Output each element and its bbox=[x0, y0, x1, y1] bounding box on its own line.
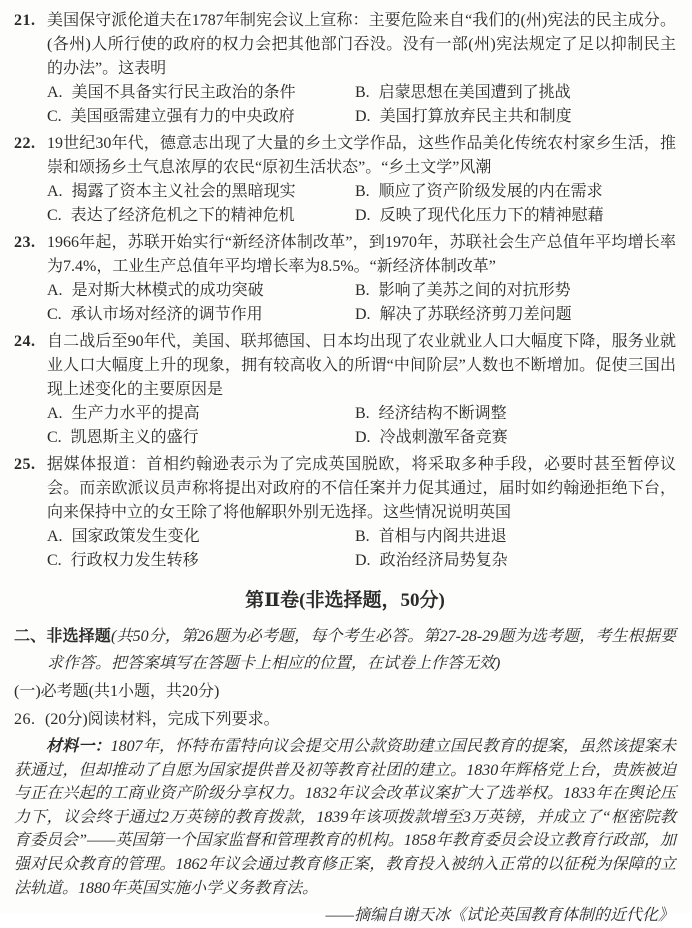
option-text: 美国亟需建立强有力的中央政府 bbox=[70, 108, 295, 125]
option-text: 揭露了资本主义社会的黑暗现实 bbox=[71, 183, 296, 200]
question-number: 22. bbox=[14, 135, 36, 152]
option-a bbox=[47, 180, 355, 204]
option-b bbox=[355, 180, 676, 204]
option-label: D. bbox=[355, 108, 371, 125]
material-citation: ——摘编自谢天冰《试论英国教育体制的近代化》 bbox=[325, 907, 674, 925]
option-d bbox=[355, 303, 676, 327]
option-text: 冷战刺激军备竞赛 bbox=[379, 429, 508, 446]
question-item bbox=[14, 453, 676, 573]
option-label: D. bbox=[355, 207, 371, 224]
option-label: C. bbox=[47, 108, 62, 125]
option-text: 政治经济局势复杂 bbox=[379, 552, 508, 569]
option-a bbox=[47, 279, 355, 303]
subsection-title: (一)必考题(共1小题，共20分) bbox=[14, 683, 220, 700]
option-label: A. bbox=[47, 528, 63, 545]
material-paragraph bbox=[14, 735, 676, 900]
option-d bbox=[355, 204, 676, 228]
option-b bbox=[355, 279, 676, 303]
question-stem: 19世纪30年代，德意志出现了大量的乡土文学作品，这些作品美化传统农村家乡生活，推崇和颂扬乡土气息浓厚的农民“原初生活状态”。“乡土文学”风潮 bbox=[47, 135, 676, 176]
option-c bbox=[47, 549, 355, 573]
option-b bbox=[355, 525, 676, 549]
option-d bbox=[355, 105, 676, 129]
question-options bbox=[47, 402, 676, 450]
question-number: 24. bbox=[14, 333, 36, 350]
multiple-choice-questions bbox=[14, 9, 676, 573]
option-label: C. bbox=[47, 306, 62, 323]
option-label: A. bbox=[47, 405, 63, 422]
option-c bbox=[47, 204, 355, 228]
option-label: A. bbox=[47, 282, 63, 299]
material-label: 材料一： bbox=[46, 738, 111, 755]
section-instructions bbox=[14, 623, 676, 677]
option-label: B. bbox=[355, 282, 370, 299]
option-text: 影响了美苏之间的对抗形势 bbox=[378, 282, 571, 299]
option-c bbox=[47, 426, 355, 450]
option-label: D. bbox=[355, 306, 371, 323]
option-b bbox=[355, 402, 676, 426]
material-text: 1807年，怀特布雷特向议会提交用公款资助建立国民教育的提案，虽然该提案未获通过，但却推动了自愿为国家提供普及初等教育社团的建立。1830年辉格党上台，贵族被迫与正在兴起的工商业资产阶级分享权力。1832年议会改革议案扩大了选举权。1833年在舆论压力下，议会终于通过2万英镑的教育拨款，1839年该项拨款增至3万英镑，并成立了“枢密院教育委员会”——英国第一个国家监督和管理教育的机构。1858年教育委员会设立教育行政部，加强对民众教育的管理。1862年议会通过教育修正案，教育投入被纳入正常的以征税为保障的立法轨道。1880年英国实施小学义务教育法。 bbox=[14, 738, 676, 897]
option-label: B. bbox=[355, 84, 370, 101]
option-b bbox=[355, 81, 676, 105]
option-text: 反映了现代化压力下的精神慰藉 bbox=[379, 207, 604, 224]
section-title: 第Ⅱ卷(非选择题，50分) bbox=[245, 590, 445, 611]
question-item bbox=[14, 330, 676, 450]
option-text: 国家政策发生变化 bbox=[71, 528, 200, 545]
option-text: 行政权力发生转移 bbox=[70, 552, 199, 569]
question-options bbox=[47, 525, 676, 573]
instructions-text: (共50分，第26题为必考题，每个考生必答。第27-28-29题为选考题，考生根据要求作答。把答案填写在答题卡上相应的位置，在试卷上作答无效) bbox=[47, 628, 676, 672]
option-a bbox=[47, 81, 355, 105]
option-text: 美国不具备实行民主政治的条件 bbox=[71, 84, 296, 101]
option-text: 是对斯大林模式的成功突破 bbox=[71, 282, 264, 299]
option-text: 表达了经济危机之下的精神危机 bbox=[70, 207, 295, 224]
option-d bbox=[355, 426, 676, 450]
question-item bbox=[14, 9, 676, 129]
option-label: C. bbox=[47, 207, 62, 224]
option-label: D. bbox=[355, 429, 371, 446]
option-a bbox=[47, 525, 355, 549]
question-options bbox=[47, 81, 676, 129]
question-item bbox=[14, 231, 676, 327]
option-label: C. bbox=[47, 552, 62, 569]
option-text: 美国打算放弃民主共和制度 bbox=[379, 108, 572, 125]
option-text: 解决了苏联经济剪刀差问题 bbox=[379, 306, 572, 323]
question-item bbox=[14, 132, 676, 228]
option-text: 生产力水平的提高 bbox=[71, 405, 200, 422]
option-label: A. bbox=[47, 84, 63, 101]
option-text: 凯恩斯主义的盛行 bbox=[70, 429, 199, 446]
option-label: C. bbox=[47, 429, 62, 446]
question-26-intro-text: (20分)阅读材料，完成下列要求。 bbox=[45, 711, 280, 728]
option-text: 经济结构不断调整 bbox=[378, 405, 507, 422]
question-26-number: 26. bbox=[14, 711, 36, 728]
option-c bbox=[47, 105, 355, 129]
option-text: 顺应了资产阶级发展的内在需求 bbox=[378, 183, 603, 200]
option-label: D. bbox=[355, 552, 371, 569]
question-stem: 自二战后至90年代，美国、联邦德国、日本均出现了农业就业人口大幅度下降，服务业就业人口大幅度上升的现象，拥有较高收入的所谓“中间阶层”人数也不断增加。促使三国出现上述变化的主要原因是 bbox=[47, 333, 676, 398]
option-label: B. bbox=[355, 405, 370, 422]
option-a bbox=[47, 402, 355, 426]
option-text: 启蒙思想在美国遭到了挑战 bbox=[378, 84, 571, 101]
question-stem: 据媒体报道：首相约翰逊表示为了完成英国脱欧，将采取多种手段，必要时甚至暂停议会。而亲欧派议员声称将提出对政府的不信任案并力促其通过，届时如约翰逊拒绝下台，向来保持中立的女王除了将他解职外别无选择。这些情况说明英国 bbox=[47, 456, 676, 521]
question-number: 21. bbox=[14, 12, 36, 29]
option-label: A. bbox=[47, 183, 63, 200]
option-c bbox=[47, 303, 355, 327]
option-label: B. bbox=[355, 528, 370, 545]
question-number: 25. bbox=[14, 456, 36, 473]
question-26-intro bbox=[14, 706, 676, 733]
instructions-label: 二、非选择题 bbox=[14, 628, 111, 645]
question-options bbox=[47, 279, 676, 327]
question-stem: 美国保守派伦道夫在1787年制宪会议上宣称：主要危险来自“我们的(州)宪法的民主成分。(各州)人所行使的政府的权力会把其他部门吞没。没有一部(州)宪法规定了足以抑制民主的办法”。这表明 bbox=[47, 12, 676, 77]
question-stem: 1966年起，苏联开始实行“新经济体制改革”，到1970年，苏联社会生产总值年平均增长率为7.4%，工业生产总值年平均增长率为8.5%。“新经济体制改革” bbox=[47, 234, 676, 275]
option-text: 首相与内阁共进退 bbox=[378, 528, 507, 545]
option-label: B. bbox=[355, 183, 370, 200]
question-number: 23. bbox=[14, 234, 36, 251]
question-options bbox=[47, 180, 676, 228]
option-d bbox=[355, 549, 676, 573]
option-text: 承认市场对经济的调节作用 bbox=[70, 306, 263, 323]
